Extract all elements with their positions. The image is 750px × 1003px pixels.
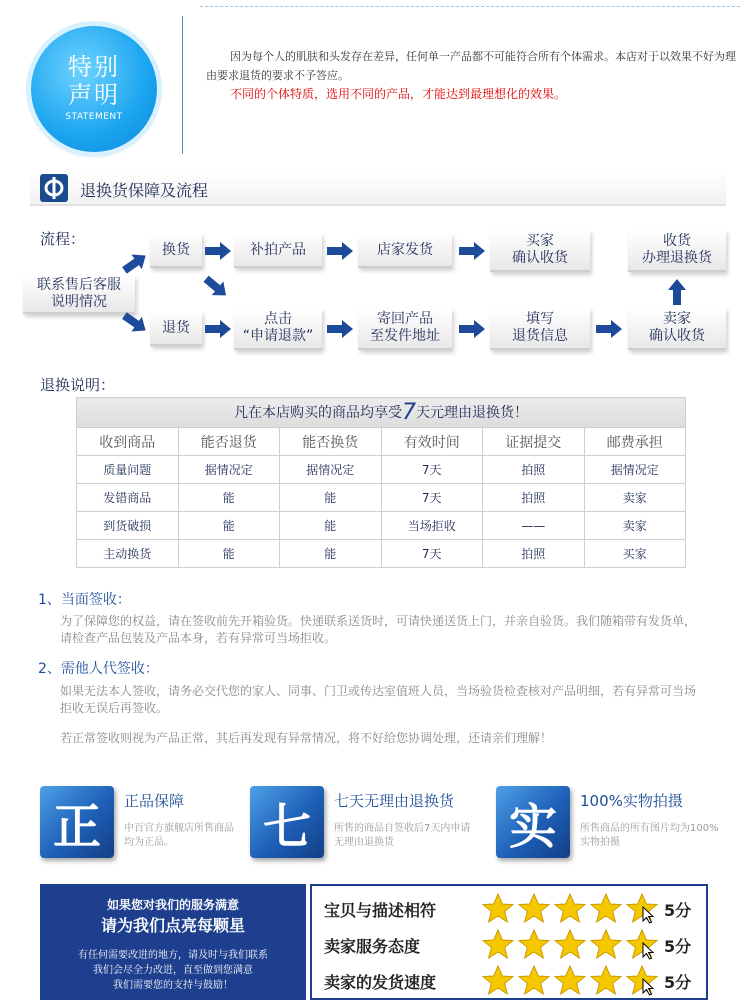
- rating-label: 宝贝与描述相符: [324, 901, 437, 920]
- table-cell: 发错商品: [77, 484, 179, 512]
- flow-exchange-step3: 买家 确认收货: [490, 230, 590, 272]
- rating-score: 5分: [664, 937, 692, 956]
- table-cell: 7天: [381, 540, 483, 568]
- note2-title: 2、需他人代签收：: [38, 661, 159, 677]
- rating-panel: [310, 884, 708, 1000]
- top-dashed-divider: [200, 6, 740, 7]
- table-cell: 当场拒收: [381, 512, 483, 540]
- flow-final: 收货 办理退换货: [628, 230, 726, 272]
- table-cell: 到货破损: [77, 512, 179, 540]
- guarantee-seven-day-text: 所售的商品自签收后7天内申请无理由退换货: [334, 823, 471, 848]
- star-icon[interactable]: [518, 965, 550, 995]
- guarantee-genuine-text: 中百官方旗舰店所售商品均为正品。: [124, 823, 234, 848]
- flow-exchange-step2: 店家发货: [358, 234, 452, 268]
- rating-row: [312, 926, 706, 960]
- guarantee-seven-day-title: 七天无理由退换货: [334, 792, 455, 810]
- arrow-icon: [327, 320, 353, 338]
- star-icon[interactable]: [518, 893, 550, 923]
- cursor-icon: [642, 942, 656, 960]
- badge-line1: 特别: [68, 53, 120, 81]
- table-cell: 7天: [381, 456, 483, 484]
- policy-headline: [77, 398, 686, 428]
- rating-score: 5分: [664, 901, 692, 920]
- arrow-icon: [205, 242, 231, 260]
- table-cell: 卖家: [584, 512, 686, 540]
- cursor-icon: [642, 978, 656, 996]
- guarantee-real-photo-text: 所售商品的所有图片均为100%实物拍摄: [580, 823, 719, 848]
- table-cell: 能: [280, 484, 382, 512]
- guarantee-seven-day-icon: 七: [250, 786, 324, 858]
- statement-divider: [182, 16, 183, 154]
- badge-en: STATEMENT: [65, 112, 123, 122]
- section-title: 退换货保障及流程: [80, 181, 209, 200]
- arrow-icon: [205, 320, 231, 338]
- policy-table: [76, 397, 686, 568]
- statement-text: 因为每个人的肌肤和头发存在差异，任何单一产品都不可能符合所有个体需求。本店对于以效果不好为理由要求退货的要求不予答应。: [206, 50, 736, 82]
- cursor-icon: [642, 906, 656, 924]
- note1-title: 1、当面签收：: [38, 592, 131, 608]
- star-icon[interactable]: [590, 893, 622, 923]
- arrow-icon: [119, 248, 151, 278]
- note1-text: 为了保障您的权益，请在签收前先开箱验货。快递联系送货时，可请快递送货上门，并亲自验货。我们随箱带有发货单，请检查产品包装及产品本身，若有异常可当场拒收。: [60, 614, 697, 645]
- flow-return-step4: 卖家 确认收货: [628, 308, 726, 350]
- star-rating[interactable]: [482, 929, 658, 959]
- table-cell: 拍照: [483, 456, 585, 484]
- star-icon[interactable]: [482, 965, 514, 995]
- note3-text: 若正常签收则视为产品正常，其后再发现有异常情况，将不好给您协调处理，还请亲们理解！: [60, 731, 553, 745]
- table-header-cell: 有效时间: [381, 428, 483, 456]
- star-icon[interactable]: [590, 965, 622, 995]
- rating-invite-line2: 请为我们点亮每颗星: [100, 916, 245, 935]
- phi-icon: [40, 174, 68, 202]
- policy-label: 退换说明：: [40, 376, 116, 394]
- table-cell: 能: [178, 484, 280, 512]
- star-icon[interactable]: [518, 929, 550, 959]
- arrow-icon: [596, 320, 622, 338]
- note2-text: 如果无法本人签收，请务必交代您的家人、同事、门卫或传达室值班人员，当场验货检查核对产品明细，若有异常可当场拒收无误后再签收。: [60, 684, 697, 715]
- table-header-cell: 能否换货: [280, 428, 382, 456]
- rating-label: 卖家的发货速度: [324, 973, 437, 992]
- guarantee-real-photo-icon: 实: [496, 786, 570, 858]
- table-cell: 能: [280, 540, 382, 568]
- table-cell: 主动换货: [77, 540, 179, 568]
- table-row: [77, 484, 686, 512]
- badge-line2: 声明: [68, 81, 120, 109]
- table-cell: 拍照: [483, 540, 585, 568]
- table-cell: 据情况定: [584, 456, 686, 484]
- flow-exchange-step1: 补拍产品: [234, 234, 322, 268]
- table-header-cell: 能否退货: [178, 428, 280, 456]
- flow-exchange: 换货: [150, 234, 202, 268]
- flow-return-step1: 点击 “申请退款”: [234, 308, 322, 350]
- table-cell: 7天: [381, 484, 483, 512]
- star-rating[interactable]: [482, 965, 658, 995]
- table-cell: 买家: [584, 540, 686, 568]
- headline-after: 天元理由退换货！: [416, 405, 528, 421]
- table-cell: 能: [280, 512, 382, 540]
- table-header-cell: 邮费承担: [584, 428, 686, 456]
- table-cell: 据情况定: [280, 456, 382, 484]
- star-icon[interactable]: [482, 929, 514, 959]
- statement-highlight: 不同的个体特质，选用不同的产品，才能达到最理想化的效果。: [230, 87, 567, 101]
- rating-invite-line3: 有任何需要改进的地方，请及时与我们联系: [78, 950, 268, 961]
- star-icon[interactable]: [554, 929, 586, 959]
- star-icon[interactable]: [590, 929, 622, 959]
- star-icon[interactable]: [554, 965, 586, 995]
- table-header-row: [77, 428, 686, 456]
- arrow-up-icon: [668, 279, 686, 305]
- flow-start: 联系售后客服 说明情况: [23, 276, 135, 314]
- table-header-cell: 收到商品: [77, 428, 179, 456]
- headline-number: 7: [402, 400, 416, 425]
- flow-return-step2: 寄回产品 至发件地址: [358, 308, 452, 350]
- table-row: [77, 456, 686, 484]
- statement-badge: [31, 26, 157, 152]
- rating-score: 5分: [664, 973, 692, 992]
- table-cell: 能: [178, 540, 280, 568]
- guarantee-real-photo-title: 100%实物拍摄: [580, 792, 683, 810]
- rating-row: [312, 890, 706, 924]
- table-row: [77, 512, 686, 540]
- table-cell: 拍照: [483, 484, 585, 512]
- arrow-icon: [200, 272, 231, 303]
- table-cell: 质量问题: [77, 456, 179, 484]
- rating-invite-panel: [40, 884, 306, 1000]
- table-row: [77, 540, 686, 568]
- rating-invite-line4: 我们会尽全力改进，直至做到您满意: [93, 965, 253, 976]
- rating-invite-line5: 我们需要您的支持与鼓励！: [113, 980, 233, 991]
- star-icon[interactable]: [482, 893, 514, 923]
- table-cell: ——: [483, 512, 585, 540]
- arrow-icon: [459, 242, 485, 260]
- star-rating[interactable]: [482, 893, 658, 923]
- table-cell: 据情况定: [178, 456, 280, 484]
- rating-invite-line1: 如果您对我们的服务满意: [106, 898, 239, 912]
- flow-return-step3: 填写 退货信息: [490, 308, 590, 350]
- guarantee-genuine-icon: 正: [40, 786, 114, 858]
- star-icon[interactable]: [554, 893, 586, 923]
- flow-label: 流程：: [40, 230, 86, 248]
- table-cell: 能: [178, 512, 280, 540]
- guarantee-genuine-title: 正品保障: [124, 792, 185, 810]
- rating-row: [312, 962, 706, 996]
- rating-label: 卖家服务态度: [324, 937, 421, 956]
- section-header: [30, 172, 726, 206]
- arrow-icon: [327, 242, 353, 260]
- headline-before: 凡在本店购买的商品均享受: [234, 405, 402, 421]
- arrow-icon: [459, 320, 485, 338]
- rating-invite-body: [40, 948, 306, 993]
- flow-return: 退货: [150, 312, 202, 346]
- table-cell: 卖家: [584, 484, 686, 512]
- table-header-cell: 证据提交: [483, 428, 585, 456]
